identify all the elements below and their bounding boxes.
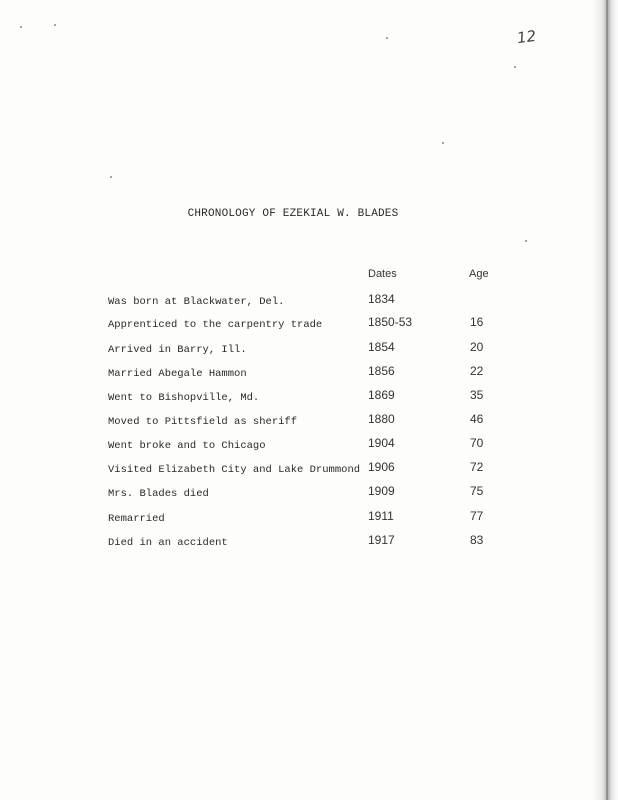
event-date: 1856 bbox=[368, 364, 395, 378]
event-age: 46 bbox=[470, 412, 484, 426]
event-date: 1880 bbox=[368, 412, 395, 426]
scan-speck bbox=[386, 37, 388, 39]
chronology-row bbox=[0, 364, 618, 384]
event-text: Went to Bishopville, Md. bbox=[108, 392, 260, 404]
event-text: Moved to Pittsfield as sheriff bbox=[108, 416, 298, 428]
event-age: 16 bbox=[470, 315, 484, 329]
event-age: 72 bbox=[470, 460, 484, 474]
event-age: 83 bbox=[470, 533, 484, 547]
event-date: 1904 bbox=[368, 436, 395, 450]
event-text: Remarried bbox=[108, 513, 165, 525]
event-age: 20 bbox=[470, 340, 484, 354]
scan-speck bbox=[442, 142, 444, 144]
chronology-row bbox=[0, 388, 618, 408]
event-age: 22 bbox=[470, 364, 484, 378]
event-text: Arrived in Barry, Ill. bbox=[108, 344, 247, 356]
chronology-row bbox=[0, 484, 618, 504]
event-age: 75 bbox=[470, 484, 484, 498]
scan-speck bbox=[54, 24, 56, 26]
chronology-row bbox=[0, 315, 618, 335]
chronology-row bbox=[0, 509, 618, 529]
age-column-header: Age bbox=[469, 268, 489, 280]
dates-column-header: Dates bbox=[368, 268, 397, 280]
event-date: 1854 bbox=[368, 340, 395, 354]
chronology-row bbox=[0, 340, 618, 360]
page-number: 12 bbox=[515, 26, 538, 48]
scan-speck bbox=[514, 66, 516, 68]
event-date: 1869 bbox=[368, 388, 395, 402]
event-age: 35 bbox=[470, 388, 484, 402]
event-text: Died in an accident bbox=[108, 537, 228, 549]
chronology-row bbox=[0, 436, 618, 456]
chronology-row bbox=[0, 533, 618, 553]
event-date: 1834 bbox=[368, 292, 395, 306]
event-date: 1850-53 bbox=[368, 315, 413, 329]
event-text: Married Abegale Hammon bbox=[108, 368, 247, 380]
event-text: Mrs. Blades died bbox=[108, 488, 209, 500]
document-title: CHRONOLOGY OF EZEKIAL W. BLADES bbox=[187, 208, 399, 220]
scan-speck bbox=[110, 176, 112, 178]
event-date: 1906 bbox=[368, 460, 395, 474]
chronology-row bbox=[0, 292, 618, 312]
scan-speck bbox=[525, 240, 527, 242]
event-text: Visited Elizabeth City and Lake Drummond bbox=[108, 464, 361, 476]
event-date: 1911 bbox=[368, 509, 394, 523]
event-text: Was born at Blackwater, Del. bbox=[108, 296, 285, 308]
chronology-row bbox=[0, 460, 618, 480]
event-age: 70 bbox=[470, 436, 484, 450]
event-text: Apprenticed to the carpentry trade bbox=[108, 319, 323, 331]
event-text: Went broke and to Chicago bbox=[108, 440, 266, 452]
event-date: 1909 bbox=[368, 484, 395, 498]
event-age: 77 bbox=[470, 509, 484, 523]
scan-speck bbox=[20, 26, 22, 28]
event-date: 1917 bbox=[368, 533, 395, 547]
chronology-row bbox=[0, 412, 618, 432]
